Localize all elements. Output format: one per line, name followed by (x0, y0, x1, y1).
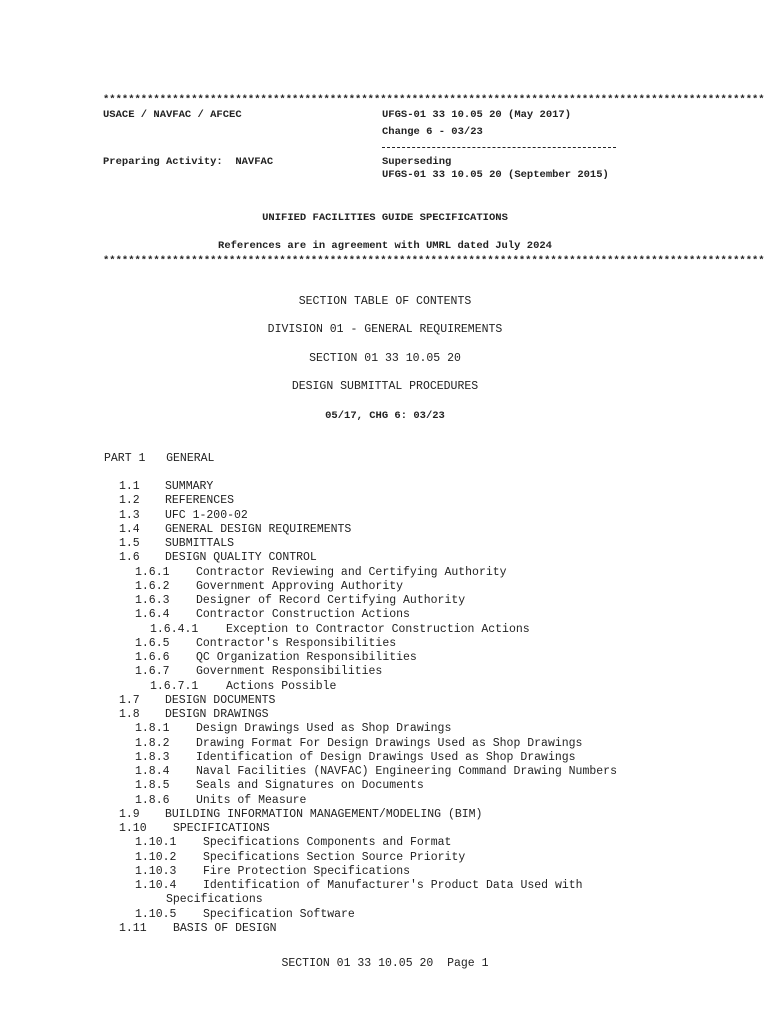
toc-entry-number: 1.8 (119, 708, 140, 721)
toc-entry (119, 808, 482, 822)
toc-entry-number: 1.10.4 (135, 879, 177, 892)
toc-entry-title: Drawing Format For Design Drawings Used as Shop Drawings (196, 736, 583, 750)
toc-entry (135, 908, 355, 922)
toc-entry (150, 680, 336, 694)
toc-entry-title: DESIGN DOCUMENTS (165, 693, 276, 707)
toc-entry (119, 509, 248, 523)
toc-entry (135, 637, 396, 651)
toc-entry (119, 694, 275, 708)
toc-entry-title: Contractor's Responsibilities (196, 636, 397, 650)
toc-entry (119, 523, 351, 537)
superseded-spec: UFGS-01 33 10.05 20 (September 2015) (382, 169, 609, 181)
toc-entry (119, 551, 317, 565)
toc-entry-title: SUMMARY (165, 480, 214, 493)
toc-entry (135, 722, 451, 736)
ufgs-number: UFGS-01 33 10.05 20 (May 2017) (382, 109, 572, 121)
toc-entry-number: 1.6.3 (135, 594, 170, 607)
page-footer: SECTION 01 33 10.05 20 Page 1 (281, 957, 489, 970)
toc-entry-number: 1.7 (119, 693, 140, 707)
toc-entry-number: 1.6.5 (135, 636, 170, 650)
superseding-label: Superseding (382, 156, 452, 168)
toc-entry-title: Identification of Design Drawings Used as Shop Drawings (196, 750, 576, 764)
toc-entry-title: Government Approving Authority (196, 579, 404, 593)
toc-entry-title: BUILDING INFORMATION MANAGEMENT/MODELING (BIM) (165, 807, 483, 821)
toc-entry-number: 1.8.2 (135, 736, 170, 750)
toc-entry-title: Identification of Manufacturer's Product Data Used with (203, 879, 583, 892)
toc-entry-number: 1.8.4 (135, 765, 170, 778)
toc-entry-title: REFERENCES (165, 494, 235, 508)
toc-entry (135, 737, 582, 751)
toc-entry (135, 651, 417, 665)
toc-entry (119, 822, 270, 836)
preparing-activity: Preparing Activity: NAVFAC (103, 156, 274, 168)
toc-entry-number: 1.3 (119, 508, 140, 522)
toc-entry (135, 765, 617, 779)
division-label: DIVISION 01 - GENERAL REQUIREMENTS (267, 323, 503, 336)
part-heading: PART 1 GENERAL (104, 452, 215, 465)
toc-entry (135, 665, 382, 679)
toc-entry-title: Government Responsibilities (196, 665, 383, 679)
toc-entry (150, 623, 530, 637)
toc-entry-number: 1.6.7.1 (150, 679, 199, 693)
toc-entry-number: 1.6 (119, 551, 140, 565)
toc-entry (135, 779, 424, 793)
agency-label: USACE / NAVFAC / AFCEC (103, 109, 242, 121)
toc-entry-title: Exception to Contractor Construction Actions (226, 622, 530, 636)
toc-entry-number: 1.2 (119, 494, 140, 508)
toc-entry-number: 1.6.4 (135, 608, 170, 622)
asterisk-rule-top: ********************************************************************************************************* (103, 94, 765, 106)
toc-entry (135, 879, 583, 893)
toc-entry-title: BASIS OF DESIGN (173, 921, 277, 935)
toc-entry-number: 1.6.4.1 (150, 622, 199, 636)
toc-entry-title: Specifications Section Source Priority (203, 850, 466, 864)
toc-entry (135, 865, 410, 879)
toc-entry-title: Design Drawings Used as Shop Drawings (196, 722, 452, 736)
toc-entry-number: 1.10.5 (135, 907, 177, 921)
toc-entry-title: Contractor Reviewing and Certifying Authority (196, 565, 507, 579)
toc-entry (119, 537, 234, 551)
section-date: 05/17, CHG 6: 03/23 (325, 410, 445, 422)
toc-entry-title: Specifications Components and Format (203, 836, 452, 850)
toc-entry (135, 608, 410, 622)
toc-entry-title: QC Organization Responsibilities (196, 651, 417, 664)
toc-title: SECTION TABLE OF CONTENTS (298, 295, 472, 308)
toc-entry-title: SUBMITTALS (165, 537, 235, 550)
toc-entry (135, 580, 403, 594)
toc-entry-number: 1.4 (119, 522, 140, 536)
toc-entry (135, 851, 465, 865)
toc-entry (119, 922, 277, 936)
toc-entry-number: 1.6.7 (135, 665, 170, 679)
toc-entry-title: UFC 1-200-02 (165, 508, 248, 522)
toc-entry-number: 1.6.6 (135, 651, 170, 664)
toc-entry-title: Designer of Record Certifying Authority (196, 594, 466, 607)
toc-entry (119, 708, 269, 722)
asterisk-rule-bottom: ********************************************************************************************************* (103, 255, 765, 267)
toc-entry (135, 594, 465, 608)
toc-entry-number: 1.1 (119, 480, 140, 493)
toc-entry-number: 1.8.5 (135, 779, 170, 793)
toc-entry (135, 566, 507, 580)
toc-entry-number: 1.6.2 (135, 579, 170, 593)
toc-entry-number: 1.10.1 (135, 836, 177, 850)
section-name: DESIGN SUBMITTAL PROCEDURES (291, 380, 479, 393)
toc-entry (135, 751, 576, 765)
toc-entry-title: Units of Measure (196, 793, 307, 807)
toc-entry-title: Seals and Signatures on Documents (196, 779, 424, 793)
toc-entry-title: Actions Possible (226, 679, 337, 693)
change-label: Change 6 - 03/23 (382, 126, 483, 138)
toc-entry (119, 494, 234, 508)
toc-entry (135, 836, 451, 850)
toc-entry-title: DESIGN DRAWINGS (165, 708, 269, 721)
toc-entry-number: 1.10.3 (135, 864, 177, 878)
toc-entry-title: Fire Protection Specifications (203, 864, 411, 878)
document-title: UNIFIED FACILITIES GUIDE SPECIFICATIONS (262, 212, 508, 224)
toc-entry-title: Contractor Construction Actions (196, 608, 410, 622)
toc-entry-number: 1.8.3 (135, 750, 170, 764)
toc-entry-number: 1.8.1 (135, 722, 170, 736)
toc-entry-title: Specifications (166, 893, 263, 907)
toc-entry (135, 794, 306, 808)
section-number: SECTION 01 33 10.05 20 (309, 352, 461, 365)
toc-entry-title: GENERAL DESIGN REQUIREMENTS (165, 522, 352, 536)
toc-entry-number: 1.8.6 (135, 793, 170, 807)
toc-entry-number: 1.5 (119, 537, 140, 550)
toc-entry-number: 1.11 (119, 921, 147, 935)
toc-entry-title: Specification Software (203, 907, 355, 921)
toc-entry-title: SPECIFICATIONS (173, 822, 270, 835)
toc-entry-number: 1.6.1 (135, 565, 170, 579)
toc-entry-title: Naval Facilities (NAVFAC) Engineering Command Drawing Numbers (196, 765, 617, 778)
toc-entry-number: 1.10.2 (135, 850, 177, 864)
references-note: References are in agreement with UMRL dated July 2024 (218, 240, 552, 252)
toc-entry-number: 1.9 (119, 807, 140, 821)
dashed-rule (382, 147, 616, 148)
toc-entry (119, 480, 213, 494)
toc-entry (166, 893, 263, 907)
toc-entry-number: 1.10 (119, 822, 147, 835)
toc-entry-title: DESIGN QUALITY CONTROL (165, 551, 317, 565)
